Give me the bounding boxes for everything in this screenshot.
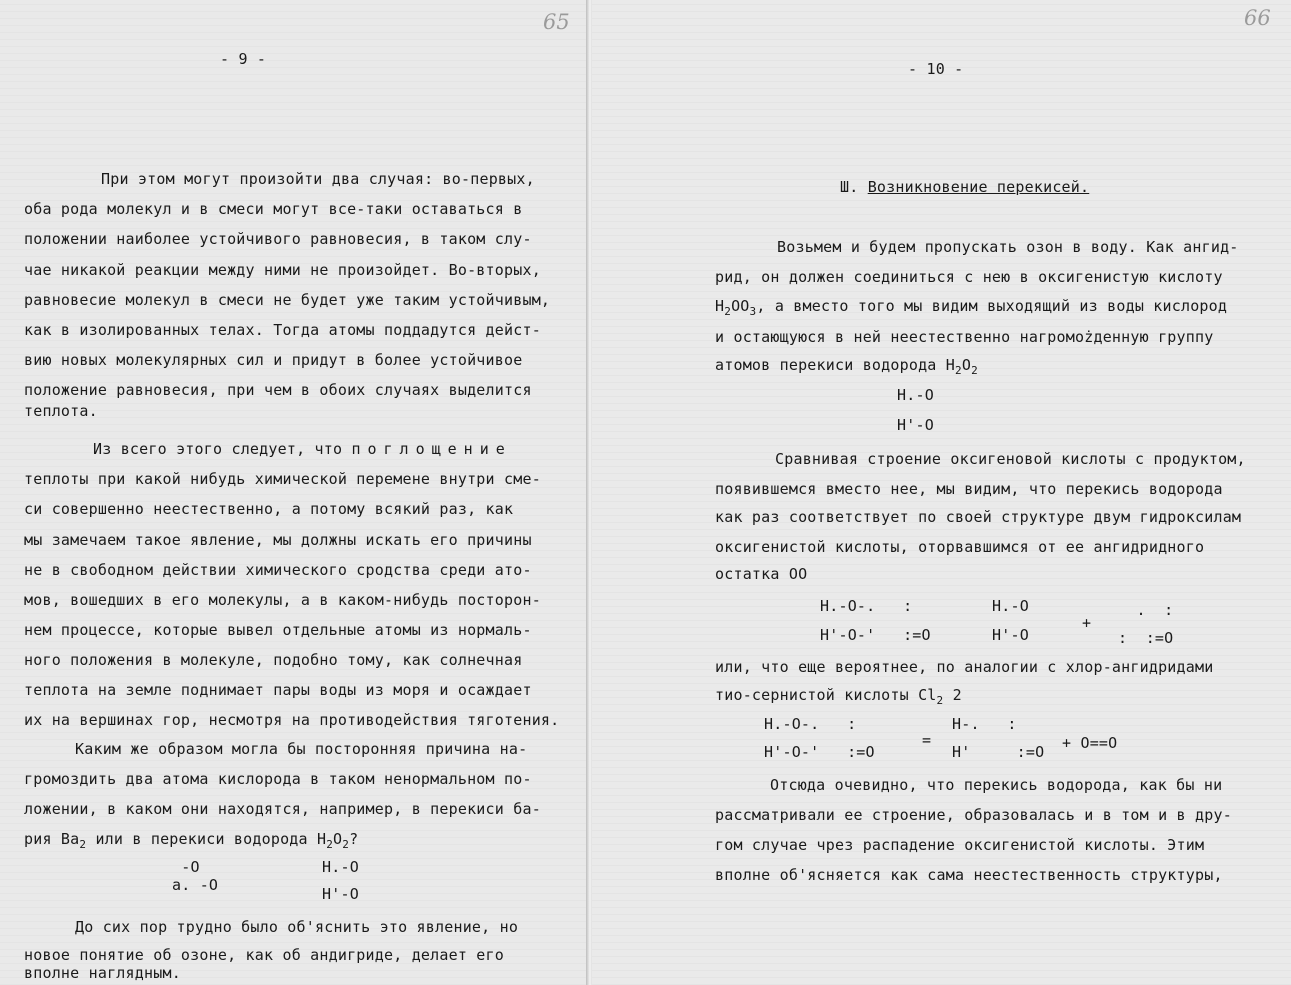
subscript: 2 bbox=[955, 364, 962, 377]
text-line bbox=[715, 297, 1227, 317]
text-line: теплоты при какой нибудь химической перемене внутри сме- bbox=[24, 470, 541, 488]
text-line: чае никакой реакции между ними не произойдет. Во-вторых, bbox=[24, 261, 541, 279]
formula-line: H-. : bbox=[952, 715, 1017, 733]
subscript: 2 bbox=[342, 838, 350, 851]
text-line: Отсюда очевидно, что перекись водорода, как бы ни bbox=[770, 776, 1223, 794]
text-line: появившемся вместо нее, мы видим, что перекись водорода bbox=[715, 480, 1223, 498]
page-number: - 10 - bbox=[908, 60, 964, 78]
formula-operator: = bbox=[922, 731, 932, 749]
text-line: теплота. bbox=[24, 402, 98, 420]
text-fragment: O bbox=[333, 830, 343, 848]
text-line: вполне наглядным. bbox=[24, 964, 181, 982]
handwritten-page-number: 66 bbox=[1244, 6, 1271, 30]
left-page bbox=[0, 0, 588, 985]
formula-operator: + bbox=[1082, 614, 1092, 632]
text-line: ного положения в молекуле, подобно тому, как солнечная bbox=[24, 651, 523, 669]
text-line: рассматривали ее строение, образовалась и в том и в дру- bbox=[715, 806, 1232, 824]
text-line: как раз соответствует по своей структуре двум гидроксилам bbox=[715, 508, 1242, 526]
text-line: гом случае чрез распадение оксигенистой кислоты. Этим bbox=[715, 836, 1205, 854]
text-line: До сих пор трудно было об'яснить это явление, но bbox=[75, 918, 519, 936]
text-line: не в свободном действии химического сродства среди ато- bbox=[24, 561, 532, 579]
text-line: вию новых молекулярных сил и придут в более устойчивое bbox=[24, 351, 523, 369]
subscript: 3 bbox=[749, 305, 757, 318]
text-line bbox=[715, 686, 962, 706]
text-line: Каким же образом могла бы посторонняя причина на- bbox=[75, 740, 528, 758]
text-line: как в изолированных телах. Тогда атомы поддадутся дейст- bbox=[24, 321, 541, 339]
text-fragment: H bbox=[715, 297, 725, 315]
text-line bbox=[715, 356, 978, 376]
formula-line: H'-O bbox=[897, 416, 934, 434]
text-fragment: атомов перекиси водорода H bbox=[715, 356, 955, 374]
text-fragment: ? bbox=[349, 830, 359, 848]
text-line: При этом могут произойти два случая: во-первых, bbox=[101, 170, 535, 188]
text-line: нем процессе, которые вывел отдельные атомы из нормаль- bbox=[24, 621, 532, 639]
text-line: теплота на земле поднимает пары воды из моря и осаждает bbox=[24, 681, 532, 699]
text-line: положении наиболее устойчивого равновесия, в таком слу- bbox=[24, 230, 532, 248]
subscript: 2 bbox=[971, 364, 978, 377]
text-fragment: или в перекиси водорода H bbox=[86, 830, 327, 848]
right-page bbox=[592, 0, 1291, 985]
formula-line: H.-O-. : bbox=[820, 597, 913, 615]
text-line: мов, вошедших в его молекулы, а в каком-нибудь посторон- bbox=[24, 591, 541, 609]
text-line: рид, он должен соединиться с нею в оксигенистую кислоту bbox=[715, 268, 1223, 286]
text-line: оксигенистой кислоты, оторвавшимся от ее ангидридного bbox=[715, 538, 1205, 556]
text-line bbox=[93, 440, 512, 458]
spaced-word: поглощение bbox=[351, 440, 512, 458]
text-line: новое понятие об озоне, как об андигриде, делает его bbox=[24, 946, 504, 964]
formula-line: H'-O-' :=O bbox=[820, 626, 931, 644]
text-line: вполне об'ясняется как сама неестественность структуры, bbox=[715, 866, 1223, 884]
formula-line: . : bbox=[1118, 601, 1174, 619]
formula-line: + O==O bbox=[1062, 734, 1118, 752]
heading-text: Возникновение перекисей. bbox=[867, 178, 1090, 196]
text-line: их на вершинах гор, несмотря на противодействия тяготения. bbox=[24, 711, 560, 729]
text-fragment: тио-сернистой кислоты Cl bbox=[715, 686, 937, 704]
formula-line: H' :=O bbox=[952, 743, 1045, 761]
formula-line: a. -O bbox=[172, 876, 219, 894]
text-line: Возьмем и будем пропускать озон в воду. Как ангид- bbox=[777, 238, 1239, 256]
subscript: 2 bbox=[724, 305, 732, 318]
subscript: 2 bbox=[326, 838, 334, 851]
section-heading bbox=[840, 178, 1089, 196]
text-fragment: 2 bbox=[943, 686, 962, 704]
formula-line: H'-O-' :=O bbox=[764, 743, 875, 761]
subscript: 2 bbox=[79, 838, 87, 851]
text-fragment: Из всего этого следует, что bbox=[93, 440, 352, 458]
formula-line: H'-O bbox=[322, 885, 359, 903]
text-line: и остающуюся в ней неестественно нагромożденную группу bbox=[715, 328, 1214, 346]
text-fragment: O bbox=[961, 356, 972, 374]
text-fragment: , а вместо того мы видим выходящий из воды кислород bbox=[756, 297, 1228, 315]
text-line: или, что еще вероятнее, по аналогии с хлор-ангидридами bbox=[715, 658, 1214, 676]
formula-line: H.-O bbox=[322, 858, 359, 876]
formula-line: -O bbox=[172, 858, 200, 876]
formula-line: H'-O bbox=[992, 626, 1029, 644]
formula-line: H.-O-. : bbox=[764, 715, 857, 733]
text-line bbox=[24, 830, 358, 850]
text-fragment: рия Ba bbox=[24, 830, 80, 848]
formula-line: H.-O bbox=[992, 597, 1029, 615]
formula-line: H.-O bbox=[897, 386, 934, 404]
text-line: ложении, в каком они находятся, например, в перекиси ба- bbox=[24, 800, 541, 818]
formula-line: : :=O bbox=[1118, 629, 1174, 647]
text-line: мы замечаем такое явление, мы должны искать его причины bbox=[24, 531, 532, 549]
page-number: - 9 - bbox=[220, 50, 267, 68]
text-fragment: OO bbox=[731, 297, 750, 315]
text-line: си совершенно неестественно, а потому всякий раз, как bbox=[24, 500, 514, 518]
text-line: Сравнивая строение оксигеновой кислоты с продуктом, bbox=[775, 450, 1246, 468]
text-line: положение равновесия, при чем в обоих случаях выделится bbox=[24, 381, 532, 399]
handwritten-page-number: 65 bbox=[543, 10, 570, 34]
text-line: оба рода молекул и в смеси могут все-таки оставаться в bbox=[24, 200, 523, 218]
text-line: равновесие молекул в смеси не будет уже таким устойчивым, bbox=[24, 291, 551, 309]
text-line: громоздить два атома кислорода в таком ненормальном по- bbox=[24, 770, 532, 788]
subscript: 2 bbox=[936, 694, 944, 707]
text-line: остатка OO bbox=[715, 565, 808, 583]
heading-numeral: Ш. bbox=[840, 178, 868, 196]
